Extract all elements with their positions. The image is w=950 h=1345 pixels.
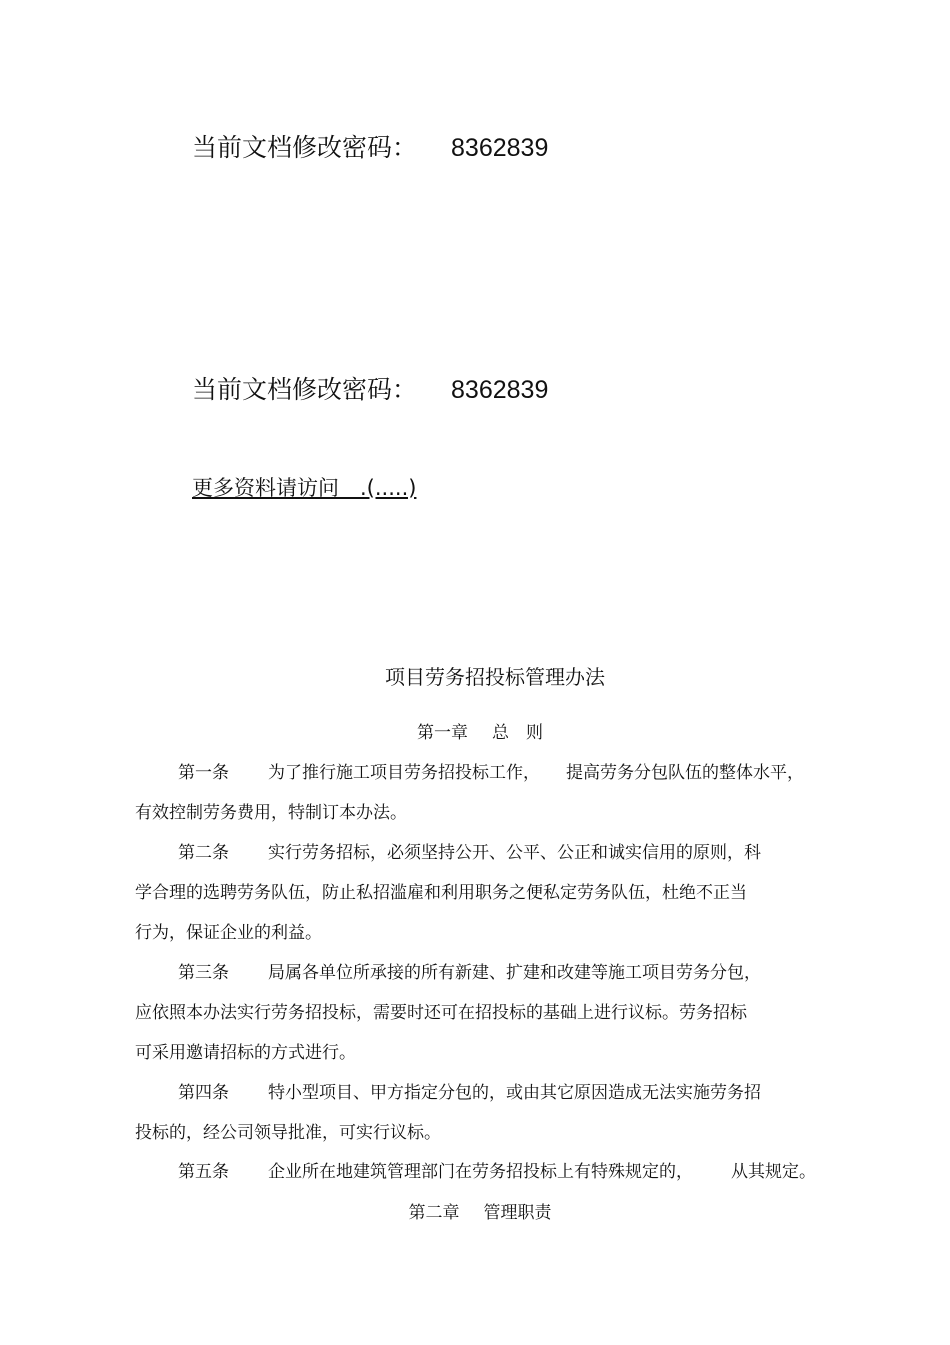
article-2-line-1 [178,838,761,863]
password-code: 8362839 [451,376,549,404]
article-text: 从其规定。 [731,1162,816,1182]
article-number: 第三条 [178,963,229,983]
password-notice-repeat [192,370,548,406]
article-1-line-1 [178,758,804,783]
password-label: 当前文档修改密码： [192,375,418,404]
article-2-line-3: 行为，保证企业的利益。 [135,923,322,943]
chapter-number: 第二章 [408,1203,460,1223]
article-text: 局属各单位所承接的所有新建、扩建和改建等施工项目劳务分包， [268,963,761,983]
article-text: 为了推行施工项目劳务招投标工作， [268,763,540,783]
article-4-line-1 [178,1078,761,1103]
article-1-line-2: 有效控制劳务费用，特制订本办法。 [135,803,407,823]
more-resources-link[interactable]: 更多资料请访问 .(.....) [192,476,417,500]
article-4-line-2: 投标的，经公司领导批准，可实行议标。 [135,1123,441,1143]
article-text: 特小型项目、甲方指定分包的，或由其它原因造成无法实施劳务招 [268,1083,761,1103]
article-3-line-3: 可采用邀请招标的方式进行。 [135,1043,356,1063]
password-code: 8362839 [451,134,549,162]
article-number: 第五条 [178,1162,229,1182]
chapter-name: 总 则 [492,723,543,743]
password-notice [192,128,548,164]
article-3-line-1 [178,958,761,983]
article-3-line-2: 应依照本办法实行劳务招投标，需要时还可在招投标的基础上进行议标。劳务招标 [135,1003,747,1023]
chapter-heading-1 [0,718,950,743]
document-title: 项目劳务招投标管理办法 [385,665,605,689]
article-text: 实行劳务招标，必须坚持公开、公平、公正和诚实信用的原则，科 [268,843,761,863]
article-number: 第四条 [178,1083,229,1103]
article-number: 第一条 [178,763,229,783]
chapter-name: 管理职责 [483,1203,552,1223]
chapter-number: 第一章 [417,723,468,743]
article-5-line-1 [178,1157,816,1182]
chapter-heading-2 [0,1198,950,1223]
article-text: 提高劳务分包队伍的整体水平， [566,763,804,783]
password-label: 当前文档修改密码： [192,133,418,162]
article-text: 企业所在地建筑管理部门在劳务招投标上有特殊规定的， [268,1162,693,1182]
article-2-line-2: 学合理的选聘劳务队伍，防止私招滥雇和利用职务之便私定劳务队伍，杜绝不正当 [135,883,747,903]
article-number: 第二条 [178,843,229,863]
